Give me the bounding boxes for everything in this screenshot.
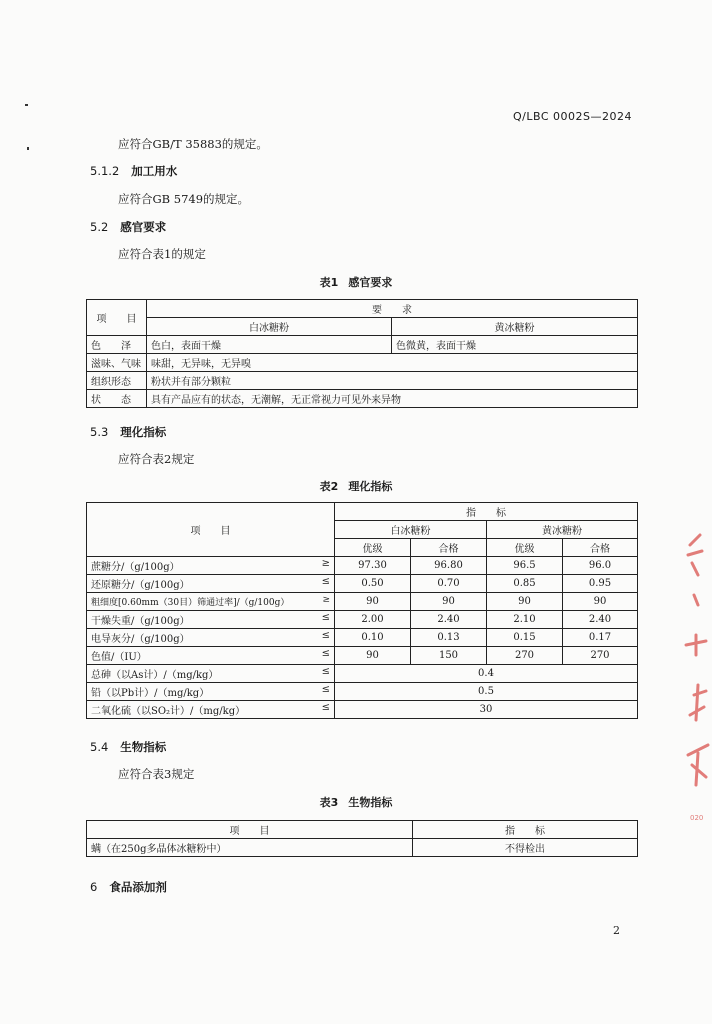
table2-header-grade: 合格 <box>411 539 487 557</box>
table-cell <box>87 593 335 611</box>
caption-title: 生物指标 <box>348 796 393 809</box>
table-cell: 0.85 <box>487 575 563 593</box>
paragraph-5-3: 应符合表2规定 <box>118 452 195 466</box>
table-cell: 0.17 <box>563 629 638 647</box>
heading-title: 感官要求 <box>120 220 167 234</box>
table-cell: 粉状并有部分颗粒 <box>147 372 638 390</box>
table2-header-yellow: 黄冰糖粉 <box>487 521 638 539</box>
table-cell: 0.15 <box>487 629 563 647</box>
heading-5-4 <box>90 739 166 755</box>
table-cell: 0.4 <box>335 665 638 683</box>
table-cell: 具有产品应有的状态，无潮解，无正常视力可见外来异物 <box>147 390 638 408</box>
row-label: 二氧化硫（以SO₂计）/（mg/kg） <box>91 706 246 717</box>
table-cell: 90 <box>563 593 638 611</box>
table-cell <box>87 575 335 593</box>
table-cell: 96.5 <box>487 557 563 575</box>
table-row <box>87 372 638 390</box>
table-cell <box>87 557 335 575</box>
row-label: 总砷（以As计）/（mg/kg） <box>91 670 219 681</box>
table-cell: 2.10 <box>487 611 563 629</box>
paragraph-5-4: 应符合表3规定 <box>118 767 195 781</box>
table3-header-index: 指 标 <box>413 821 638 839</box>
heading-title: 食品添加剂 <box>109 880 167 894</box>
table2-header-grade: 优级 <box>487 539 563 557</box>
table-cell: 96.80 <box>411 557 487 575</box>
scan-speck <box>25 104 28 106</box>
row-label: 粗细度[0.60mm（30目）筛通过率]/（g/100g） <box>91 598 290 608</box>
svg-text:020: 020 <box>690 814 704 822</box>
table2-header-item: 项 目 <box>87 503 335 557</box>
table-cell: 90 <box>487 593 563 611</box>
row-label: 电导灰分/（g/100g） <box>91 634 190 645</box>
comparison-symbol: ≤ <box>321 684 330 695</box>
heading-6 <box>90 879 167 895</box>
scan-speck <box>27 147 29 150</box>
document-code: Q/LBC 0002S—2024 <box>513 110 632 123</box>
table-row <box>87 701 638 719</box>
comparison-symbol: ≤ <box>321 648 330 659</box>
table-cell <box>87 701 335 719</box>
row-label: 干燥失重/（g/100g） <box>91 616 190 627</box>
table1-header-yellow: 黄冰糖粉 <box>392 318 638 336</box>
table2-header-white: 白冰糖粉 <box>335 521 487 539</box>
table3-biological <box>86 820 638 857</box>
table1-sensory <box>86 299 638 408</box>
table-cell: 90 <box>335 593 411 611</box>
seal-stamp-fragment <box>676 515 712 835</box>
table-row <box>87 629 638 647</box>
table1-header-requirement: 要 求 <box>147 300 638 318</box>
table-cell: 270 <box>563 647 638 665</box>
heading-5-1-2 <box>90 163 177 179</box>
page-number: 2 <box>613 924 620 937</box>
table-cell: 组织形态 <box>87 372 147 390</box>
table2-physicochemical <box>86 502 638 719</box>
table-cell: 状 态 <box>87 390 147 408</box>
row-label: 还原糖分/（g/100g） <box>91 580 190 591</box>
table-row <box>87 683 638 701</box>
table-cell: 色白，表面干燥 <box>147 336 392 354</box>
table-row <box>87 839 638 857</box>
paragraph-5-1-1: 应符合GB/T 35883的规定。 <box>118 137 268 151</box>
table-cell: 150 <box>411 647 487 665</box>
table-cell: 90 <box>411 593 487 611</box>
table2-header-index: 指 标 <box>335 503 638 521</box>
table-cell: 30 <box>335 701 638 719</box>
table-row <box>87 593 638 611</box>
table-row <box>87 336 638 354</box>
table-cell <box>87 647 335 665</box>
heading-number: 5.2 <box>90 220 109 234</box>
comparison-symbol: ≥ <box>322 595 330 605</box>
table-cell <box>87 665 335 683</box>
table-cell: 0.50 <box>335 575 411 593</box>
caption-number: 表1 <box>319 276 339 289</box>
heading-number: 5.4 <box>90 740 109 754</box>
comparison-symbol: ≤ <box>321 702 330 713</box>
table-cell <box>87 683 335 701</box>
heading-title: 加工用水 <box>131 164 178 178</box>
caption-number: 表3 <box>319 796 339 809</box>
heading-title: 理化指标 <box>120 425 167 439</box>
table-cell <box>87 629 335 647</box>
table-cell: 97.30 <box>335 557 411 575</box>
comparison-symbol: ≥ <box>321 558 330 569</box>
table-cell: 螨（在250g多晶体冰糖粉中） <box>87 839 413 857</box>
table2-header-grade: 优级 <box>335 539 411 557</box>
table-cell: 0.10 <box>335 629 411 647</box>
comparison-symbol: ≤ <box>321 666 330 677</box>
caption-title: 感官要求 <box>348 276 393 289</box>
table-cell <box>87 611 335 629</box>
comparison-symbol: ≤ <box>321 576 330 587</box>
table-cell: 0.5 <box>335 683 638 701</box>
table-row <box>87 390 638 408</box>
table-cell: 色 泽 <box>87 336 147 354</box>
table-cell: 2.40 <box>563 611 638 629</box>
heading-number: 5.1.2 <box>90 164 120 178</box>
table-cell: 滋味、气味 <box>87 354 147 372</box>
table3-header-item: 项 目 <box>87 821 413 839</box>
table-row <box>87 575 638 593</box>
paragraph-5-2: 应符合表1的规定 <box>118 247 206 261</box>
row-label: 蔗糖分/（g/100g） <box>91 562 180 573</box>
paragraph-5-1-2: 应符合GB 5749的规定。 <box>118 192 250 206</box>
table-cell: 2.00 <box>335 611 411 629</box>
table-row <box>87 665 638 683</box>
table-cell: 270 <box>487 647 563 665</box>
table-row <box>87 647 638 665</box>
table-row <box>87 557 638 575</box>
heading-5-2 <box>90 219 166 235</box>
caption-title: 理化指标 <box>348 480 393 493</box>
table-cell: 色微黄，表面干燥 <box>392 336 638 354</box>
table-cell: 0.13 <box>411 629 487 647</box>
heading-5-3 <box>90 424 166 440</box>
row-label: 色值/（IU） <box>91 652 147 663</box>
row-label: 铅（以Pb计）/（mg/kg） <box>91 688 210 699</box>
table-row <box>87 611 638 629</box>
heading-number: 5.3 <box>90 425 109 439</box>
table-cell: 不得检出 <box>413 839 638 857</box>
table-cell: 90 <box>335 647 411 665</box>
heading-title: 生物指标 <box>120 740 167 754</box>
table1-header-item: 项 目 <box>87 300 147 336</box>
table-cell: 0.95 <box>563 575 638 593</box>
heading-number: 6 <box>90 880 98 894</box>
table1-header-white: 白冰糖粉 <box>147 318 392 336</box>
comparison-symbol: ≤ <box>321 630 330 641</box>
table-cell: 0.70 <box>411 575 487 593</box>
comparison-symbol: ≤ <box>321 612 330 623</box>
caption-number: 表2 <box>319 480 339 493</box>
table-cell: 96.0 <box>563 557 638 575</box>
table2-caption <box>0 478 712 494</box>
table1-caption <box>0 274 712 290</box>
table-row <box>87 354 638 372</box>
table-cell: 2.40 <box>411 611 487 629</box>
table3-caption <box>0 794 712 810</box>
table2-header-grade: 合格 <box>563 539 638 557</box>
table-cell: 味甜，无异味，无异嗅 <box>147 354 638 372</box>
